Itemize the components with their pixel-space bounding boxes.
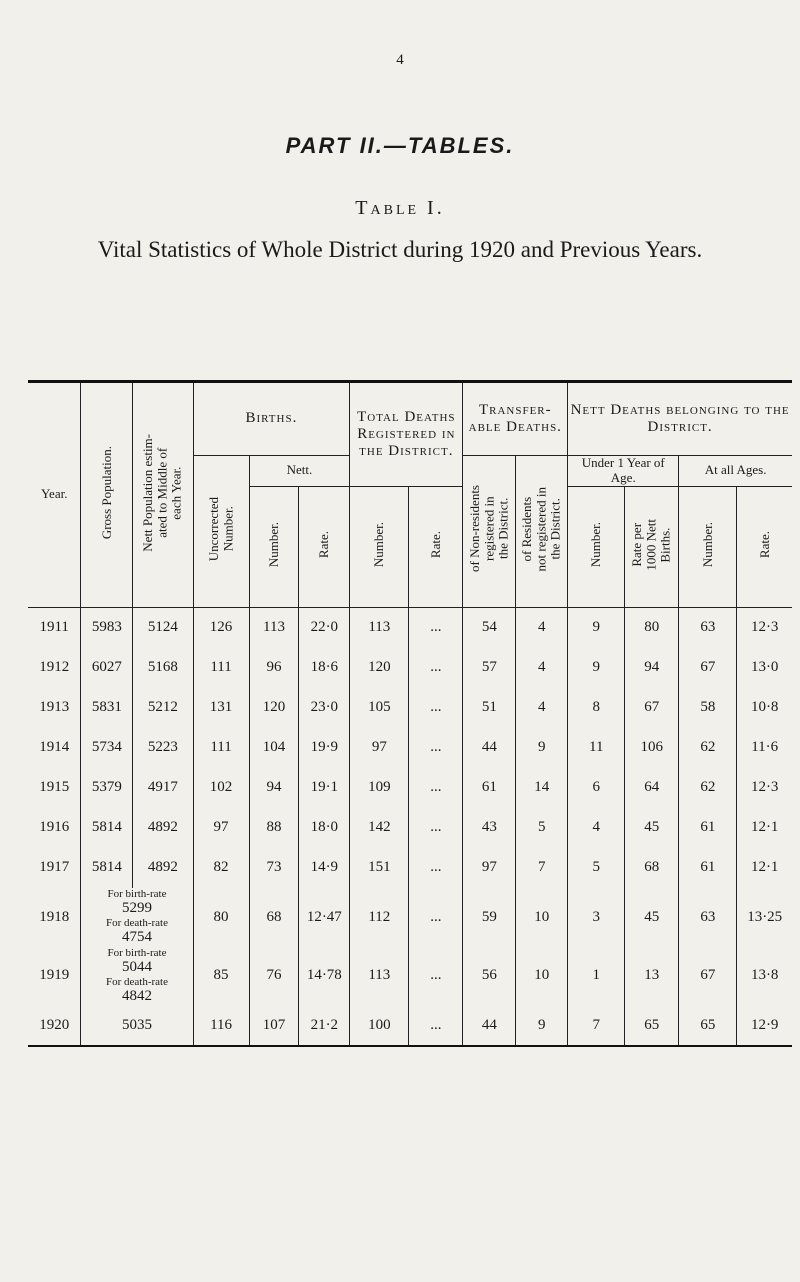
infant-number-cell: 9 [568, 648, 625, 688]
infant-rate-cell: 68 [625, 848, 679, 888]
vital-statistics-table [28, 380, 792, 1047]
table-row [28, 688, 792, 728]
births-nett-cell: 113 [249, 607, 299, 648]
all-ages-number-cell: 61 [679, 848, 737, 888]
all-ages-rate-cell: 12·1 [737, 808, 792, 848]
all-ages-number-cell: 67 [679, 947, 737, 1006]
infant-number-cell: 8 [568, 688, 625, 728]
infant-rate-cell: 80 [625, 607, 679, 648]
non-residents-cell: 44 [463, 728, 516, 768]
table-row [28, 947, 792, 1006]
under-one-year-header: Under 1 Year of Age. [568, 456, 679, 487]
infant-rate-cell: 65 [625, 1005, 679, 1046]
infant-rate-cell: 64 [625, 768, 679, 808]
deaths-rate-cell: ... [409, 888, 463, 947]
all-ages-rate-cell: 11·6 [737, 728, 792, 768]
births-rate-cell: 14·9 [299, 848, 350, 888]
table-row [28, 607, 792, 648]
all-ages-number-cell: 63 [679, 607, 737, 648]
gross-population-cell: 5814 [81, 848, 133, 888]
all-ages-header: At all Ages. [679, 456, 792, 487]
population-split-cell [81, 947, 193, 1006]
births-nett-cell: 96 [249, 648, 299, 688]
table-row [28, 1005, 792, 1046]
birth-rate-population: 5044 [121, 958, 152, 975]
deaths-rate-cell: ... [409, 768, 463, 808]
nett-population-cell: 5223 [133, 728, 193, 768]
deaths-rate-cell: ... [409, 607, 463, 648]
gross-population-cell: 5379 [81, 768, 133, 808]
infant-rate-cell: 94 [625, 648, 679, 688]
table-title: Table I. [355, 197, 445, 219]
infant-rate-header: Rate per 1000 Nett Births. [625, 486, 679, 607]
births-rate-cell: 22·0 [299, 607, 350, 648]
deaths-number-header: Number. [350, 486, 409, 607]
all-ages-number-header: Number. [679, 486, 737, 607]
all-ages-number-cell: 58 [679, 688, 737, 728]
births-uncorrected-cell: 116 [193, 1005, 249, 1046]
nett-deaths-header: Nett Deaths belonging to the District. [568, 382, 792, 456]
deaths-number-cell: 97 [350, 728, 409, 768]
all-ages-rate-cell: 13·0 [737, 648, 792, 688]
table-row [28, 888, 792, 947]
births-uncorrected-cell: 80 [193, 888, 249, 947]
births-nett-cell: 107 [249, 1005, 299, 1046]
deaths-number-cell: 100 [350, 1005, 409, 1046]
births-uncorrected-cell: 111 [193, 648, 249, 688]
all-ages-number-cell: 62 [679, 728, 737, 768]
deaths-number-cell: 105 [350, 688, 409, 728]
year-cell: 1916 [39, 819, 70, 836]
all-ages-rate-cell: 13·25 [737, 888, 792, 947]
births-uncorrected-header: Uncorrected Number. [193, 456, 249, 608]
deaths-number-cell: 151 [350, 848, 409, 888]
infant-number-header: Number. [568, 486, 625, 607]
gross-population-cell: 6027 [81, 648, 133, 688]
year-cell: 1912 [39, 659, 70, 676]
gross-population-cell: 5734 [81, 728, 133, 768]
births-rate-cell: 21·2 [299, 1005, 350, 1046]
deaths-rate-cell: ... [409, 848, 463, 888]
infant-rate-cell: 13 [625, 947, 679, 1006]
table-row [28, 848, 792, 888]
infant-rate-cell: 106 [625, 728, 679, 768]
table-row [28, 768, 792, 808]
nett-population-cell: 5035 [81, 1005, 193, 1046]
residents-cell: 9 [516, 1005, 568, 1046]
deaths-rate-cell: ... [409, 728, 463, 768]
nett-population-cell: 5168 [133, 648, 193, 688]
year-cell: 1915 [39, 779, 70, 796]
death-rate-population: 4754 [121, 929, 152, 946]
non-residents-cell: 51 [463, 688, 516, 728]
births-header: Births. [193, 382, 350, 456]
births-uncorrected-cell: 131 [193, 688, 249, 728]
residents-cell: 10 [516, 888, 568, 947]
nett-population-cell: 5124 [133, 607, 193, 648]
death-rate-note: For death-rate [105, 917, 168, 930]
population-split-cell [81, 888, 193, 947]
birth-rate-note: For birth-rate [107, 946, 167, 959]
deaths-rate-cell: ... [409, 947, 463, 1006]
table-row [28, 728, 792, 768]
infant-number-cell: 3 [568, 888, 625, 947]
total-deaths-header: Total Deaths Registered in the District. [350, 382, 463, 487]
infant-number-cell: 11 [568, 728, 625, 768]
infant-number-cell: 9 [568, 607, 625, 648]
residents-cell: 4 [516, 688, 568, 728]
residents-cell: 4 [516, 607, 568, 648]
all-ages-number-cell: 65 [679, 1005, 737, 1046]
births-uncorrected-cell: 82 [193, 848, 249, 888]
births-rate-cell: 19·1 [299, 768, 350, 808]
non-residents-cell: 61 [463, 768, 516, 808]
infant-number-cell: 7 [568, 1005, 625, 1046]
births-uncorrected-cell: 85 [193, 947, 249, 1006]
year-cell: 1917 [39, 859, 70, 876]
deaths-number-cell: 112 [350, 888, 409, 947]
births-uncorrected-cell: 102 [193, 768, 249, 808]
births-nett-cell: 120 [249, 688, 299, 728]
residents-cell: 7 [516, 848, 568, 888]
infant-number-cell: 5 [568, 848, 625, 888]
non-residents-cell: 44 [463, 1005, 516, 1046]
infant-number-cell: 1 [568, 947, 625, 1006]
deaths-number-cell: 142 [350, 808, 409, 848]
all-ages-number-cell: 61 [679, 808, 737, 848]
residents-cell: 14 [516, 768, 568, 808]
births-nett-cell: 88 [249, 808, 299, 848]
all-ages-rate-cell: 12·3 [737, 607, 792, 648]
births-nett-cell: 76 [249, 947, 299, 1006]
infant-rate-cell: 45 [625, 888, 679, 947]
births-rate-cell: 23·0 [299, 688, 350, 728]
all-ages-rate-cell: 12·9 [737, 1005, 792, 1046]
death-rate-note: For death-rate [105, 975, 168, 988]
births-rate-cell: 19·9 [299, 728, 350, 768]
all-ages-rate-cell: 12·1 [737, 848, 792, 888]
non-residents-header: of Non-residents registered in the District. [463, 456, 516, 608]
births-nett-header: Nett. [249, 456, 350, 487]
births-rate-cell: 18·6 [299, 648, 350, 688]
table-row [28, 808, 792, 848]
transferable-deaths-header: Transfer-able Deaths. [463, 382, 568, 456]
deaths-rate-cell: ... [409, 808, 463, 848]
nett-population-header: Nett Population estim- ated to Middle of each Year. [133, 382, 193, 608]
year-cell: 1914 [39, 739, 70, 756]
nett-population-cell: 5212 [133, 688, 193, 728]
births-number-header: Number. [249, 486, 299, 607]
residents-cell: 9 [516, 728, 568, 768]
infant-number-cell: 4 [568, 808, 625, 848]
year-cell: 1918 [39, 908, 70, 925]
residents-cell: 10 [516, 947, 568, 1006]
deaths-rate-cell: ... [409, 1005, 463, 1046]
birth-rate-population: 5299 [121, 899, 152, 916]
year-header: Year. [28, 382, 81, 608]
table-subtitle: Vital Statistics of Whole District during 1920 and Previous Years. [97, 237, 703, 262]
births-uncorrected-cell: 126 [193, 607, 249, 648]
all-ages-number-cell: 62 [679, 768, 737, 808]
non-residents-cell: 59 [463, 888, 516, 947]
year-cell: 1919 [39, 967, 70, 984]
all-ages-rate-cell: 12·3 [737, 768, 792, 808]
births-uncorrected-cell: 111 [193, 728, 249, 768]
death-rate-population: 4842 [121, 988, 152, 1004]
gross-population-header: Gross Population. [81, 382, 133, 608]
deaths-number-cell: 109 [350, 768, 409, 808]
infant-rate-cell: 67 [625, 688, 679, 728]
non-residents-cell: 97 [463, 848, 516, 888]
deaths-number-cell: 113 [350, 607, 409, 648]
non-residents-cell: 57 [463, 648, 516, 688]
all-ages-rate-header: Rate. [737, 486, 792, 607]
births-rate-cell: 18·0 [299, 808, 350, 848]
residents-cell: 5 [516, 808, 568, 848]
part-heading: PART II.—TABLES. [285, 133, 515, 158]
nett-population-cell: 4917 [133, 768, 193, 808]
birth-rate-note: For birth-rate [107, 887, 167, 900]
births-rate-header: Rate. [299, 486, 350, 607]
nett-population-cell: 4892 [133, 848, 193, 888]
all-ages-rate-cell: 13·8 [737, 947, 792, 1006]
non-residents-cell: 43 [463, 808, 516, 848]
deaths-number-cell: 113 [350, 947, 409, 1006]
births-nett-cell: 94 [249, 768, 299, 808]
year-cell: 1911 [39, 619, 69, 636]
non-residents-cell: 54 [463, 607, 516, 648]
all-ages-number-cell: 67 [679, 648, 737, 688]
gross-population-cell: 5814 [81, 808, 133, 848]
gross-population-cell: 5831 [81, 688, 133, 728]
all-ages-rate-cell: 10·8 [737, 688, 792, 728]
births-nett-cell: 68 [249, 888, 299, 947]
residents-cell: 4 [516, 648, 568, 688]
deaths-rate-cell: ... [409, 648, 463, 688]
infant-number-cell: 6 [568, 768, 625, 808]
deaths-number-cell: 120 [350, 648, 409, 688]
residents-header: of Residents not registered in the District. [516, 456, 568, 608]
births-rate-cell: 14·78 [299, 947, 350, 1006]
births-uncorrected-cell: 97 [193, 808, 249, 848]
births-rate-cell: 12·47 [299, 888, 350, 947]
infant-rate-cell: 45 [625, 808, 679, 848]
deaths-rate-header: Rate. [409, 486, 463, 607]
deaths-rate-cell: ... [409, 688, 463, 728]
table-row [28, 648, 792, 688]
births-nett-cell: 73 [249, 848, 299, 888]
year-cell: 1920 [39, 1016, 70, 1033]
gross-population-cell: 5983 [81, 607, 133, 648]
page-number: 4 [396, 52, 404, 68]
births-nett-cell: 104 [249, 728, 299, 768]
year-cell: 1913 [39, 699, 70, 716]
all-ages-number-cell: 63 [679, 888, 737, 947]
nett-population-cell: 4892 [133, 808, 193, 848]
non-residents-cell: 56 [463, 947, 516, 1006]
